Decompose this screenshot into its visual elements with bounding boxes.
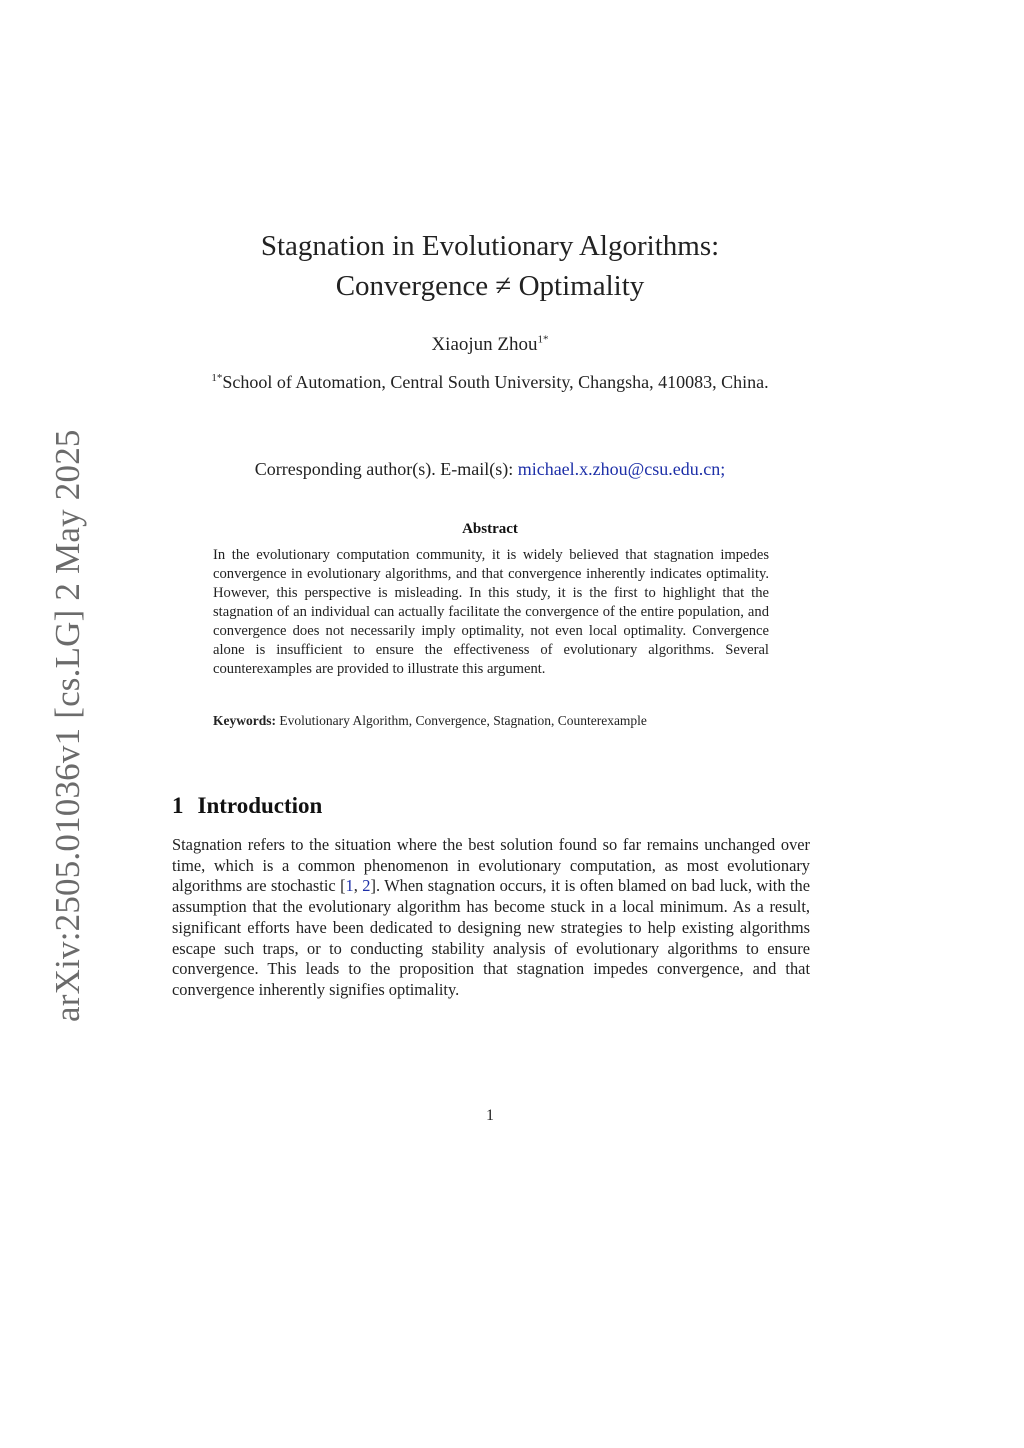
page-number: 1 bbox=[486, 1107, 494, 1124]
citation-link-2[interactable]: 2 bbox=[362, 876, 371, 896]
author-affiliation-mark: 1* bbox=[537, 333, 549, 346]
affiliation-mark: 1* bbox=[211, 372, 223, 384]
email-suffix: ; bbox=[720, 459, 726, 479]
introduction-paragraph bbox=[172, 835, 810, 1001]
corresponding-author bbox=[0, 459, 980, 480]
intro-text-before-refs: Stagnation refers to the situation where the best solution found so far remains unchanged over time, which is a common phenomenon in evolutionary computation, as most evolutionary algorithms are stochastic [ bbox=[172, 835, 810, 896]
paper-title-line-2: Convergence ≠ Optimality bbox=[335, 270, 645, 302]
section-heading bbox=[172, 793, 322, 819]
paper-title bbox=[0, 226, 980, 306]
keywords-text: Evolutionary Algorithm, Convergence, Stagnation, Counterexample bbox=[279, 713, 647, 728]
email-link[interactable]: michael.x.zhou@csu.edu.cn bbox=[517, 459, 721, 479]
intro-text-after-refs: ]. When stagnation occurs, it is often blamed on bad luck, with the assumption that the evolutionary algorithm has become stuck in a local minimum. As a result, significant efforts have been dedicated to designing new strategies to help existing algorithms escape such traps, or to conducting stability analysis of evolutionary algorithms to ensure convergence. This leads to the proposition that stagnation impedes convergence, and that convergence inherently signifies optimality. bbox=[172, 876, 810, 999]
keywords-label: Keywords: bbox=[213, 713, 276, 728]
citation-link-1[interactable]: 1 bbox=[345, 876, 354, 896]
affiliation bbox=[190, 370, 790, 394]
citation-separator: , bbox=[353, 876, 363, 896]
section-title: Introduction bbox=[197, 793, 323, 818]
author-line bbox=[0, 334, 980, 356]
keywords bbox=[213, 713, 813, 729]
author-name: Xiaojun Zhou bbox=[431, 334, 538, 355]
abstract-heading: Abstract bbox=[462, 521, 518, 537]
arxiv-identifier-stamp: arXiv:2505.01036v1 [cs.LG] 2 May 2025 bbox=[48, 429, 87, 1022]
affiliation-text: School of Automation, Central South University, Changsha, 410083, China. bbox=[222, 372, 769, 392]
abstract-text: In the evolutionary computation community, it is widely believed that stagnation impedes convergence in evolutionary algorithms, and that convergence inherently indicates optimality. However, this perspective is misleading. In this study, it is the first to highlight that the stagnation of an individual can actually facilitate the convergence of the entire population, and convergence does not necessarily imply optimality, not even local optimality. Convergence alone is insufficient to ensure the effectiveness of evolutionary algorithms. Several counterexamples are provided to illustrate this argument. bbox=[213, 547, 769, 677]
section-number: 1 bbox=[172, 793, 184, 818]
corresponding-label: Corresponding author(s). E-mail(s): bbox=[254, 459, 518, 479]
paper-title-line-1: Stagnation in Evolutionary Algorithms: bbox=[260, 230, 720, 262]
